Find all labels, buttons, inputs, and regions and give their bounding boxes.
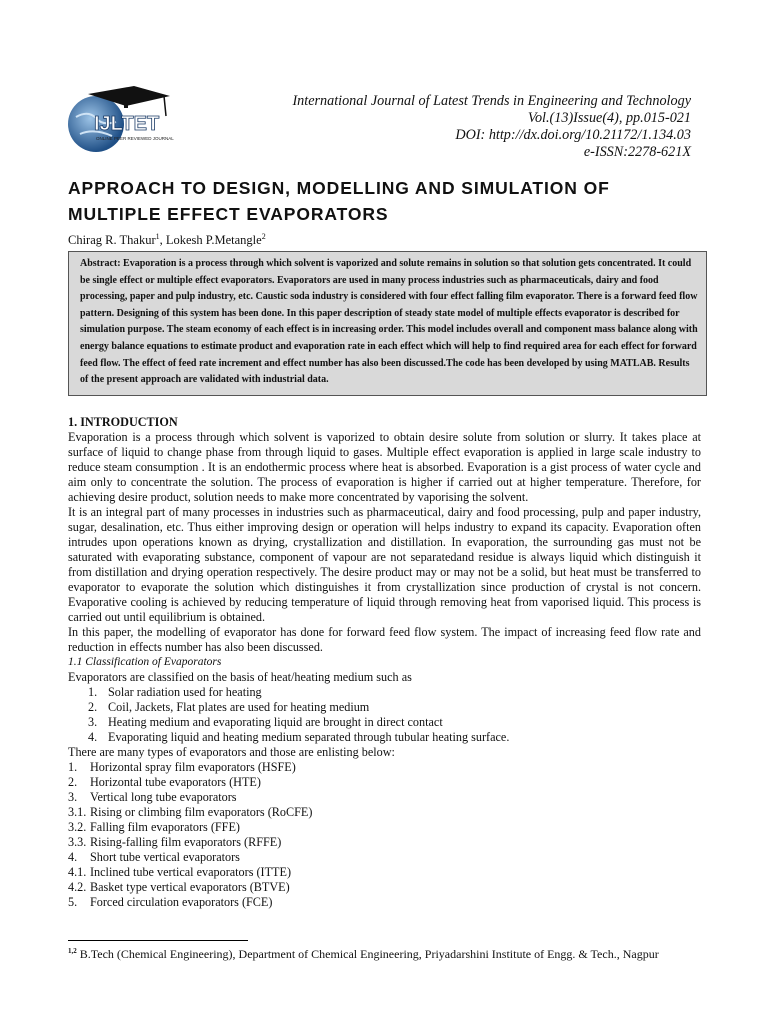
journal-issn: e-ISSN:2278-621X bbox=[583, 144, 691, 160]
abstract-text: Abstract: Evaporation is a process through which solvent is vaporized and solute remains in solution so that solution gets concentrated. It could be single effect or multiple effect evaporators. Evaporators are used in many process industries such as pharmaceuticals, dairy and food processing, paper and pulp industry, etc. Caustic soda industry is considered with four effect falling film evaporator. There is a forward feed flow pattern. Designing of this system has been done. In this paper description of steady state model of multiple effects evaporator is described for simulation purpose. The steam economy of each effect is in increasing order. This model includes overall and component mass balance along with energy balance equations to estimate product and evaporation rate in each effect which will help to find required area for each effect for forward feed flow. The effect of feed rate increment and effect number has also been discussed.The code has been developed by using MATLAB. Results of the present approach are validated with industrial data. bbox=[80, 258, 698, 386]
author-separator: , bbox=[159, 233, 166, 248]
list-item: 4. Evaporating liquid and heating medium separated through tubular heating surface. bbox=[88, 730, 510, 744]
footnote-divider bbox=[68, 940, 248, 941]
journal-volume: Vol.(13)Issue(4), pp.015-021 bbox=[527, 110, 691, 126]
logo-tagline: ONLINE PEER REVIEWED JOURNAL bbox=[96, 136, 174, 141]
logo-globe-icon bbox=[66, 82, 184, 160]
author-2: Lokesh P.Metangle bbox=[165, 233, 262, 248]
list-item: 2. Coil, Jackets, Flat plates are used for heating medium bbox=[88, 700, 370, 714]
list-item: 4.2. Basket type vertical evaporators (BTVE) bbox=[68, 880, 290, 894]
types-intro: There are many types of evaporators and those are enlisting below: bbox=[68, 745, 395, 759]
evaporator-types-list bbox=[68, 760, 701, 910]
journal-doi: DOI: http://dx.doi.org/10.21172/1.134.03 bbox=[455, 127, 691, 143]
list-item: 3.1. Rising or climbing film evaporators (RoCFE) bbox=[68, 805, 313, 819]
list-item: 3. Heating medium and evaporating liquid are brought in direct contact bbox=[88, 715, 443, 729]
logo-text: IJLTET bbox=[94, 113, 160, 135]
intro-paragraph-2: It is an integral part of many processes in industries such as pharmaceutical, dairy and food processing, pulp and paper industry, sugar, desalination, etc. Thus either improving design or operation will helps industry to expand its capacity. Evaporation often intrudes upon operations known as drying, crystallization and distillation. In evaporation, the surrounding gas must not be saturated with evaporating substance, component of vapour are not separatedand residue is always liquid which distinguish it from distillation and drying operation respectively. The desire product may or may not be a solid, but heat must be transferred to evaporator to evaporate the solution which distinguishes it from crystallization since production of crystal is not concern. Evaporative cooling is achieved by reducing temperature of liquid through removing heat from vaporised liquid. This process is carried out until equilibrium is obtained. bbox=[68, 505, 701, 624]
journal-name: International Journal of Latest Trends in Engineering and Technology bbox=[292, 93, 691, 109]
list-item: 1. Horizontal spray film evaporators (HSFE) bbox=[68, 760, 296, 774]
footnote bbox=[68, 947, 659, 962]
abstract-box bbox=[68, 251, 707, 396]
list-item: 2. Horizontal tube evaporators (HTE) bbox=[68, 775, 261, 789]
intro-paragraph-3: In this paper, the modelling of evaporator has done for forward feed flow system. The impact of increasing feed flow rate and reduction in effects number has also been discussed. bbox=[68, 625, 701, 654]
list-item: 4.1. Inclined tube vertical evaporators (ITTE) bbox=[68, 865, 291, 879]
journal-header bbox=[292, 93, 691, 161]
intro-paragraph-1: Evaporation is a process through which solvent is vaporized to obtain desire solute from solution or slurry. It takes place at surface of liquid to change phase from through liquid to gases. Multiple effect evaporation is applied in large scale industry to reduce steam consumption . It is an endothermic process where heat is absorbed. Evaporation is a gist process of water cycle and aim only to concentrate the solution. The process of evaporation is higher if carried out at higher temperature. Therefore, for achieving desire product, solution needs to make more concentrated by vaporising the solvent. bbox=[68, 430, 701, 504]
footnote-text: B.Tech (Chemical Engineering), Department of Chemical Engineering, Priyadarshini Institute of Engg. & Tech., Nagpur bbox=[76, 947, 659, 961]
list-item: 3.2. Falling film evaporators (FFE) bbox=[68, 820, 240, 834]
list-item: 3.3. Rising-falling film evaporators (RFFE) bbox=[68, 835, 282, 849]
list-item: 3. Vertical long tube evaporators bbox=[68, 790, 237, 804]
list-item: 4. Short tube vertical evaporators bbox=[68, 850, 240, 864]
author-1-mark: 1 bbox=[155, 232, 160, 241]
section-heading-introduction: 1. INTRODUCTION bbox=[68, 415, 178, 429]
author-1: Chirag R. Thakur bbox=[68, 233, 156, 248]
body-text bbox=[68, 415, 701, 910]
classification-intro: Evaporators are classified on the basis of heat/heating medium such as bbox=[68, 670, 412, 684]
heating-media-list bbox=[68, 685, 701, 745]
list-item: 5. Forced circulation evaporators (FCE) bbox=[68, 895, 273, 909]
authors bbox=[68, 232, 266, 248]
footnote-mark: 1,2 bbox=[68, 947, 77, 955]
paper-title: APPROACH TO DESIGN, MODELLING AND SIMULATION OF MULTIPLE EFFECT EVAPORATORS bbox=[68, 178, 610, 224]
subsection-heading-classification: 1.1 Classification of Evaporators bbox=[68, 656, 222, 668]
author-2-mark: 2 bbox=[261, 232, 266, 241]
journal-logo bbox=[66, 82, 184, 160]
list-item: 1. Solar radiation used for heating bbox=[88, 685, 262, 699]
